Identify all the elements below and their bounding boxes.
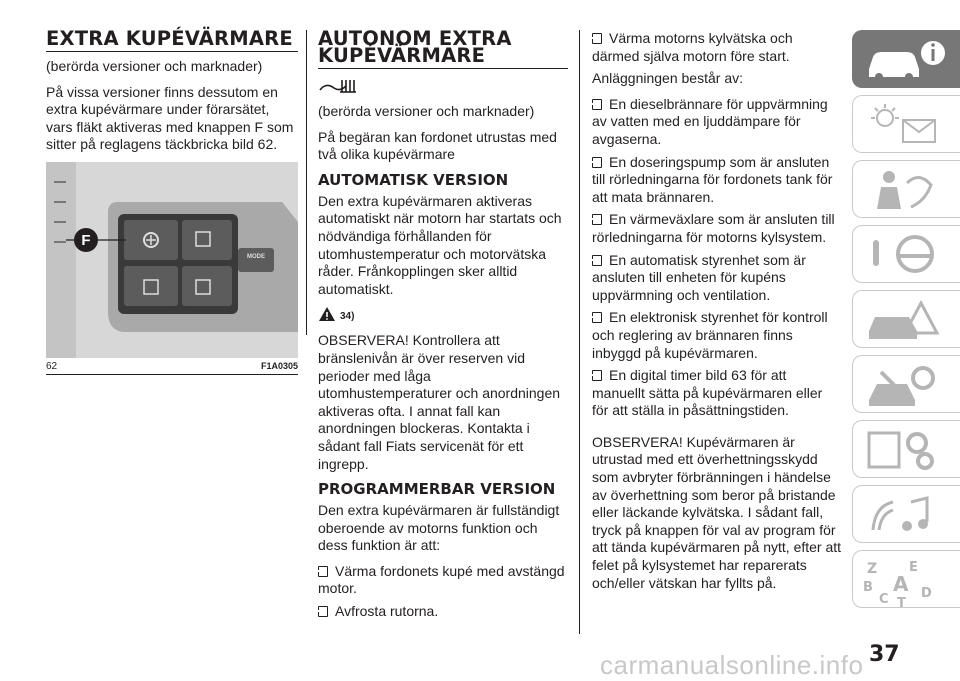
list-item-text: En dieselbrännare för uppvärmning av vatten med en ljuddämpare för avgaserna.	[592, 95, 828, 147]
maintenance-icon	[863, 362, 953, 408]
figure-number: 62	[46, 360, 58, 372]
tab-technical-data[interactable]	[852, 420, 960, 478]
tab-index[interactable]	[852, 550, 960, 611]
intro-paragraph: På begäran kan fordonet utrustas med två olika kupévärmare	[318, 128, 557, 163]
bullet-icon	[592, 33, 602, 44]
index-letter: Z	[867, 561, 878, 577]
index-letter: A	[893, 572, 909, 596]
multimedia-icon	[863, 492, 953, 538]
index-letter: T	[897, 596, 906, 611]
tab-car-info[interactable]	[852, 30, 960, 88]
version-icons	[318, 75, 568, 97]
list-item	[592, 96, 842, 149]
list-item-text: En elektronisk styrenhet för kontroll och reglering av brännaren finns inbyggd på kupévärmaren.	[592, 309, 828, 361]
list-item	[592, 30, 842, 65]
emergency-icon	[863, 297, 953, 343]
note-paragraph: OBSERVERA! Kupévärmaren är utrustad med ett överhettningsskydd som avbryter förbränningen i händelse av överhettning som beror på bristande eller läckande kylvätska. I sådant fall, tryck på knappen för val av program för att tända kupévärmaren på nytt, efter att felet på kylsystemet har reparerats och/eller vätskan har fyllts på.	[592, 433, 842, 591]
column-3	[592, 30, 842, 600]
section-heading: EXTRA KUPÉVÄRMARE	[46, 30, 298, 52]
bullet-icon	[592, 370, 602, 381]
figure-code: F1A0305	[260, 360, 298, 371]
callout-f: F	[81, 231, 91, 249]
list-item-text: En värmeväxlare som är ansluten till rörledningarna för motorns kylsystem.	[592, 211, 835, 245]
list-item	[592, 367, 842, 420]
control-panel-illustration	[46, 162, 298, 358]
section-heading: AUTONOM EXTRA KUPÉVÄRMARE	[318, 30, 568, 69]
warning-triangle-icon	[318, 306, 336, 322]
column-2	[318, 27, 568, 626]
watermark: carmanualsonline.info	[600, 650, 864, 680]
bullet-icon	[592, 99, 602, 110]
page-number: 37	[869, 642, 900, 667]
subheading-programmable: PROGRAMMERBAR VERSION	[318, 480, 556, 499]
tab-safety[interactable]	[852, 160, 960, 218]
list-item	[592, 211, 842, 246]
figure-62	[46, 162, 298, 358]
applicability-note: (berörda versioner och marknader)	[318, 103, 535, 119]
warning-lights-icon	[863, 102, 953, 148]
list-item	[592, 309, 842, 362]
list-item-text: En automatisk styrenhet som är ansluten till enheten för kupéns uppvärmning och ventilation.	[592, 251, 806, 303]
bullet-icon	[318, 566, 328, 577]
index-icon	[863, 557, 953, 611]
index-letter: E	[909, 560, 918, 575]
intro-paragraph: På vissa versioner finns dessutom en extra kupévärmare under förarsätet, vars fläkt aktiveras med knappen F som sitter på reglagens täckbricka bild 62.	[46, 83, 294, 153]
column-divider	[306, 30, 307, 335]
chapter-tabs	[852, 30, 960, 615]
car-info-icon	[863, 37, 953, 83]
list-item-text: Avfrosta rutorna.	[335, 603, 439, 620]
list-item-text: En doseringspump som är ansluten till rörledningarna för fordonets tank för att mata brännaren.	[592, 153, 833, 205]
programmable-paragraph: Den extra kupévärmaren är fullständigt oberoende av motorns funktion och dess funktion är att:	[318, 502, 560, 554]
list-item-text: En digital timer bild 63 för att manuellt sätta på kupévärmaren eller för att ställa in påsättningstiden.	[592, 367, 823, 419]
mode-button-label: MODE	[247, 253, 265, 260]
list-item	[318, 603, 568, 621]
automatic-paragraph: Den extra kupévärmaren aktiveras automatiskt när motorn har startats och nödvändiga förhållanden för utomhustemperatur och motorvätska råder. Frånkopplingen sker alltid automatiskt.	[318, 192, 562, 297]
list-item	[592, 252, 842, 305]
list-item-text: Värma fordonets kupé med avstängd motor.	[318, 562, 565, 597]
gears-icon	[863, 427, 953, 473]
bullet-icon	[592, 312, 602, 323]
index-letter: C	[879, 592, 889, 607]
list-item	[318, 563, 568, 598]
safety-icon	[863, 167, 953, 213]
tab-multimedia[interactable]	[852, 485, 960, 543]
applicability-note: (berörda versioner och marknader)	[46, 58, 263, 74]
warning-number: 34)	[340, 311, 355, 323]
heater-icon	[318, 76, 358, 96]
components-intro: Anläggningen består av:	[592, 70, 743, 87]
index-letter: D	[921, 586, 932, 601]
subheading-automatic: AUTOMATISK VERSION	[318, 170, 509, 189]
index-letter: B	[863, 580, 873, 595]
bullet-icon	[592, 255, 602, 266]
list-item	[592, 154, 842, 207]
tab-emergency[interactable]	[852, 290, 960, 348]
figure-caption	[46, 358, 298, 375]
list-item-text: Värma motorns kylvätska och därmed själva motorn före start.	[592, 30, 793, 64]
column-1	[46, 27, 298, 375]
tab-maintenance[interactable]	[852, 355, 960, 413]
bullet-icon	[592, 157, 602, 168]
column-divider	[579, 30, 580, 634]
bullet-icon	[318, 606, 328, 617]
note-paragraph: OBSERVERA! Kontrollera att bränslenivån är över reserven vid perioder med låga utomhustemperaturer och anordningen aktiveras ofta. I annat fall kan anordningen blockeras. Kontakta i sådant fall Fiats servicenät för ett ingrepp.	[318, 332, 561, 472]
tab-dashboard-lights[interactable]	[852, 95, 960, 153]
tab-starting-driving[interactable]	[852, 225, 960, 283]
warning-reference	[318, 306, 568, 322]
steering-wheel-icon	[863, 232, 953, 278]
bullet-icon	[592, 214, 602, 225]
